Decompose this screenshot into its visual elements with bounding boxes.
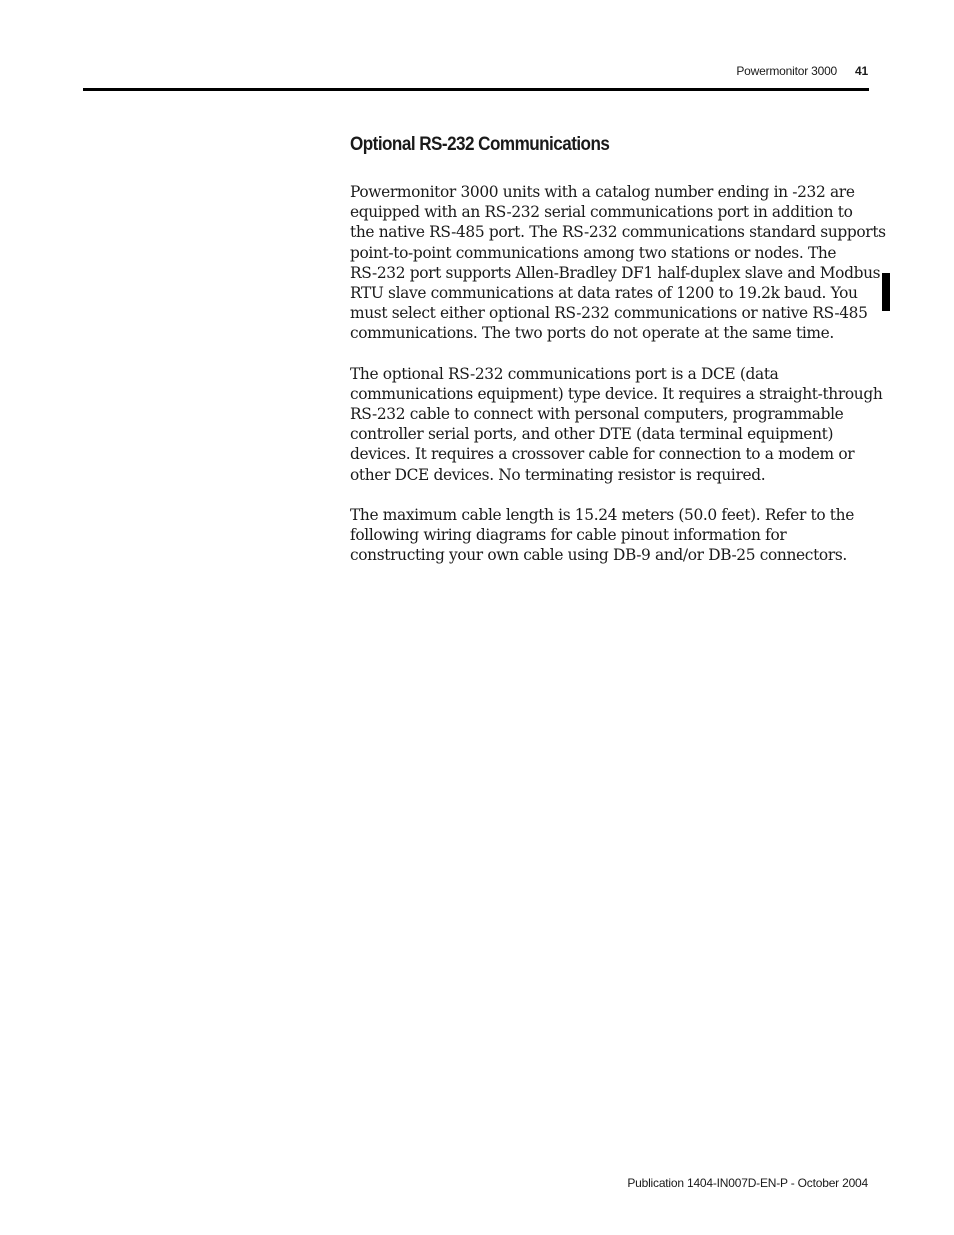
page-number: 41 [855,64,868,78]
paragraph-1 [350,182,886,344]
text-line: following wiring diagrams for cable pinout information for [350,526,787,545]
page-header [736,64,868,78]
text-line: the native RS-485 port. The RS-232 communications standard supports [350,223,886,242]
publication-footer: Publication 1404-IN007D-EN-P - October 2004 [627,1176,868,1190]
text-line: must select either optional RS-232 communications or native RS-485 [350,304,868,323]
revision-change-bar [882,273,890,311]
text-line: equipped with an RS-232 serial communications port in addition to [350,203,853,222]
text-line: The maximum cable length is 15.24 meters (50.0 feet). Refer to the [350,505,854,524]
text-line: controller serial ports, and other DTE (data terminal equipment) [350,425,834,444]
text-line: RTU slave communications at data rates of 1200 to 19.2k baud. You [350,284,858,303]
header-title: Powermonitor 3000 [736,64,838,78]
text-line: communications equipment) type device. It requires a straight-through [350,384,883,403]
text-line: The optional RS-232 communications port is a DCE (data [350,364,779,383]
text-line: RS-232 port supports Allen-Bradley DF1 half-duplex slave and Modbus [350,263,881,282]
text-line: communications. The two ports do not operate at the same time. [350,324,834,343]
paragraph-3 [350,505,870,566]
header-rule [83,88,869,91]
text-line: other DCE devices. No terminating resistor is required. [350,465,766,484]
text-line: devices. It requires a crossover cable for connection to a modem or [350,445,855,464]
paragraph-2 [350,364,883,485]
section-heading: Optional RS-232 Communications [350,134,610,155]
text-line: RS-232 cable to connect with personal computers, programmable [350,405,844,424]
text-line: constructing your own cable using DB-9 and/or DB-25 connectors. [350,546,847,565]
text-line: Powermonitor 3000 units with a catalog number ending in -232 are [350,183,855,201]
text-line: point-to-point communications among two stations or nodes. The [350,243,837,262]
main-content [350,134,886,585]
